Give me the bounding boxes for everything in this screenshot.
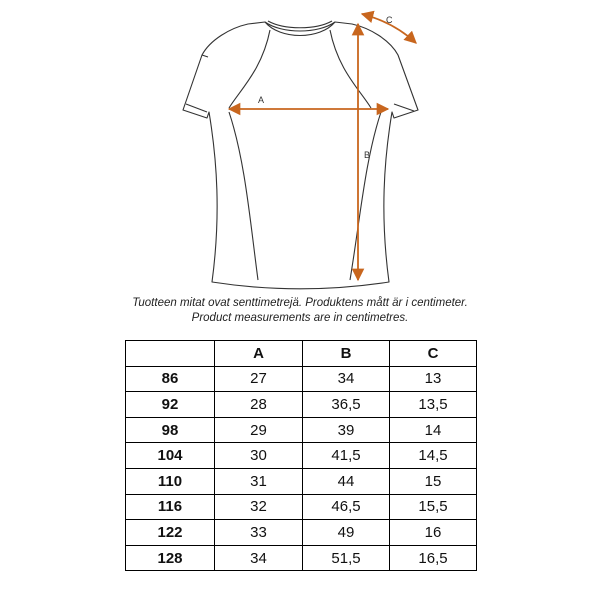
cell-c: 14 xyxy=(390,417,477,443)
tshirt-outline xyxy=(183,21,418,289)
cell-c: 13 xyxy=(390,366,477,392)
cell-c: 16,5 xyxy=(390,545,477,571)
table-row xyxy=(126,494,477,520)
size-table xyxy=(125,340,477,571)
measure-b-label: B xyxy=(364,150,371,160)
cell-b: 34 xyxy=(303,366,390,392)
cell-a: 32 xyxy=(215,494,303,520)
caption-line-1: Tuotteen mitat ovat senttimetrejä. Produktens mått är i centimeter. xyxy=(132,297,468,309)
cell-size: 110 xyxy=(126,468,215,494)
cell-b: 51,5 xyxy=(303,545,390,571)
cell-a: 31 xyxy=(215,468,303,494)
cell-size: 86 xyxy=(126,366,215,392)
cell-size: 122 xyxy=(126,520,215,546)
cell-a: 28 xyxy=(215,392,303,418)
cell-a: 30 xyxy=(215,443,303,469)
caption-line-2: Product measurements are in centimetres. xyxy=(191,312,409,324)
header-a: A xyxy=(215,341,303,367)
cell-b: 49 xyxy=(303,520,390,546)
cell-c: 14,5 xyxy=(390,443,477,469)
cell-size: 128 xyxy=(126,545,215,571)
cell-b: 46,5 xyxy=(303,494,390,520)
cell-b: 41,5 xyxy=(303,443,390,469)
cell-c: 15 xyxy=(390,468,477,494)
cell-c: 13,5 xyxy=(390,392,477,418)
cell-a: 27 xyxy=(215,366,303,392)
table-row xyxy=(126,468,477,494)
table-row xyxy=(126,520,477,546)
header-b: B xyxy=(303,341,390,367)
table-row xyxy=(126,366,477,392)
cell-size: 92 xyxy=(126,392,215,418)
table-row xyxy=(126,417,477,443)
cell-b: 39 xyxy=(303,417,390,443)
cell-size: 104 xyxy=(126,443,215,469)
cell-b: 36,5 xyxy=(303,392,390,418)
table-row xyxy=(126,545,477,571)
table-row xyxy=(126,392,477,418)
cell-a: 29 xyxy=(215,417,303,443)
header-c: C xyxy=(390,341,477,367)
table-header-row xyxy=(126,341,477,367)
measure-c-label: C xyxy=(386,15,393,25)
cell-b: 44 xyxy=(303,468,390,494)
tshirt-diagram xyxy=(0,0,600,295)
measure-a-label: A xyxy=(258,95,265,105)
table-row xyxy=(126,443,477,469)
cell-c: 15,5 xyxy=(390,494,477,520)
cell-a: 33 xyxy=(215,520,303,546)
header-size xyxy=(126,341,215,367)
cell-c: 16 xyxy=(390,520,477,546)
cell-a: 34 xyxy=(215,545,303,571)
cell-size: 116 xyxy=(126,494,215,520)
cell-size: 98 xyxy=(126,417,215,443)
